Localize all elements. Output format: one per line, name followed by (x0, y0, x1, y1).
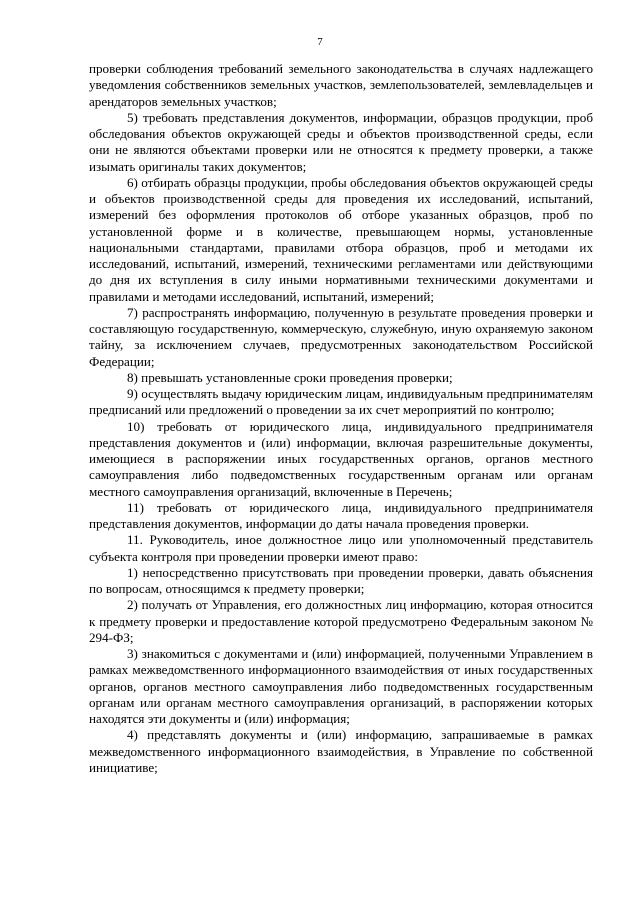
document-body (89, 61, 593, 776)
paragraph-right-2: 2) получать от Управления, его должностных лиц информацию, которая относится к предмету проверки и предоставление которой предусмотрено Федеральным законом № 294-ФЗ; (89, 597, 593, 645)
paragraph-item-11: 11) требовать от юридического лица, индивидуального предпринимателя представления документов, информации до даты начала проведения проверки. (89, 499, 593, 531)
paragraph-right-3: 3) знакомиться с документами и (или) информацией, полученными Управлением в рамках межведомственного информационного взаимодействия от иных государственных органов, органов местного самоуправления либо подведомственных государственным органам или органам местного самоуправления организаций, в распоряжении которых находятся эти документы и (или) информация; (89, 646, 593, 726)
paragraph-item-5: 5) требовать представления документов, информации, образцов продукции, проб обследования объектов окружающей среды и объектов производственной среды, если они не являются объектами проверки или не относятся к предмету проверки, а также изымать оригиналы таких документов; (89, 109, 593, 174)
paragraph-item-9: 9) осуществлять выдачу юридическим лицам, индивидуальным предпринимателям предписаний или предложений о проведении за их счет мероприятий по контролю; (89, 386, 593, 418)
paragraph-section-11: 11. Руководитель, иное должностное лицо или уполномоченный представитель субъекта контроля при проведении проверки имеют право: (89, 532, 593, 564)
paragraph-right-1: 1) непосредственно присутствовать при проведении проверки, давать объяснения по вопросам, относящимся к предмету проверки; (89, 564, 593, 596)
paragraph-item-7: 7) распространять информацию, полученную в результате проведения проверки и составляющую государственную, коммерческую, служебную, иную охраняемую законом тайну, за исключением случаев, предусмотренных законодательством Российской Федерации; (89, 304, 593, 369)
paragraph-item-8: 8) превышать установленные сроки проведения проверки; (127, 369, 453, 385)
paragraph-continuation: проверки соблюдения требований земельного законодательства в случаях надлежащего уведомления собственников земельных участков, землепользователей, землевладельцев и арендаторов земельных участков; (89, 61, 593, 109)
page-number: 7 (317, 36, 323, 48)
paragraph-item-6: 6) отбирать образцы продукции, пробы обследования объектов окружающей среды и объектов производственной среды для проведения их исследований, испытаний, измерений без оформления протоколов об отборе указанных образцов, проб по установленной форме и в количестве, превышающем нормы, установленные национальными стандартами, правилами отбора образцов, проб и методами их исследований, испытаний, измерений, техническими регламентами или действующими до дня их вступления в силу иными нормативными техническими документами и правилами и методами исследований, испытаний, измерений; (89, 174, 593, 304)
paragraph-item-10: 10) требовать от юридического лица, индивидуального предпринимателя представления документов и (или) информации, включая разрешительные документы, имеющиеся в распоряжении иных государственных органов, органов местного самоуправления либо подведомственных государственным органам или органам местного самоуправления организаций, включенные в Перечень; (89, 418, 593, 499)
paragraph-right-4: 4) представлять документы и (или) информацию, запрашиваемые в рамках межведомственного информационного взаимодействия, в Управление по собственной инициативе; (89, 727, 593, 775)
